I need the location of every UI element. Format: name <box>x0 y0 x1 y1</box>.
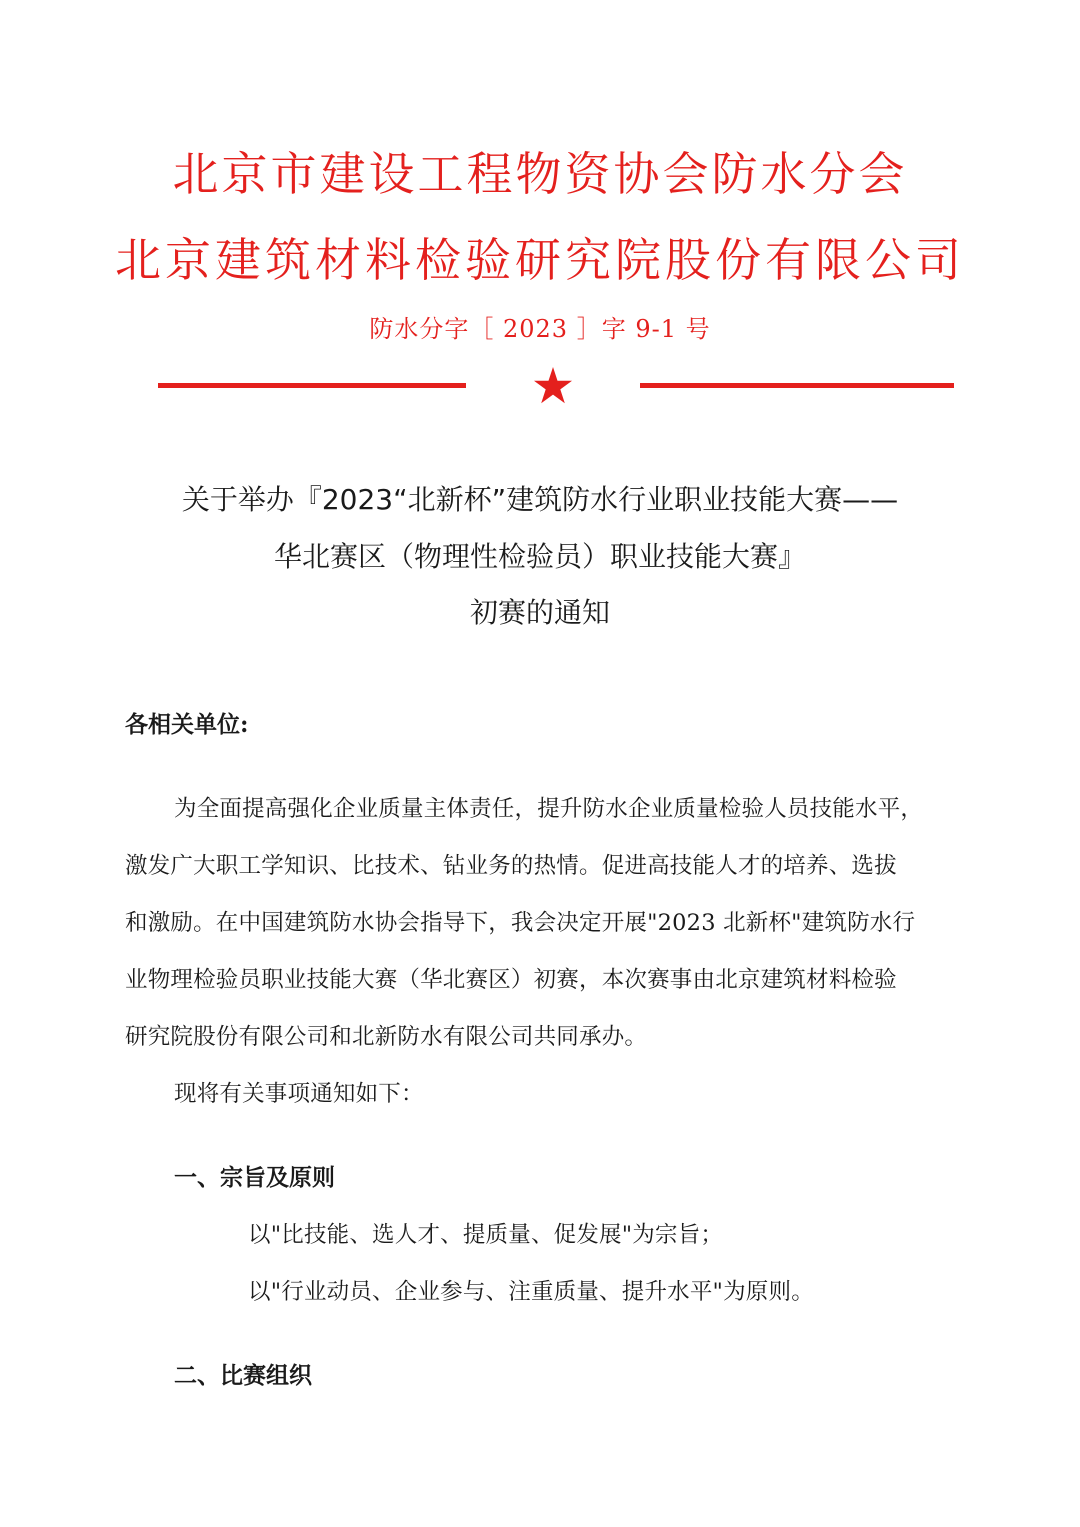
notice-title-line-3: 初赛的通知 <box>469 596 610 629</box>
section-heading-purpose: 一、宗旨及原则 <box>174 1164 335 1191</box>
section-item: 以"行业动员、企业参与、注重质量、提升水平"为原则。 <box>248 1279 814 1305</box>
section-item: 以"比技能、选人才、提质量、促发展"为宗旨； <box>248 1222 724 1248</box>
paragraph-line: 激发广大职工学知识、比技术、钻业务的热情。促进高技能人才的培养、选拔 <box>125 853 897 879</box>
lead-in-text: 现将有关事项通知如下： <box>174 1081 424 1107</box>
red-divider-left <box>158 383 466 388</box>
star-icon <box>533 366 573 406</box>
notice-title-line-1: 关于举办『2023“北新杯”建筑防水行业职业技能大赛—— <box>181 483 899 516</box>
issuer-name-2: 北京建筑材料检验研究院股份有限公司 <box>115 233 965 287</box>
notice-title-line-2: 华北赛区（物理性检验员）职业技能大赛』 <box>273 540 806 573</box>
issuer-name-1: 北京市建设工程物资协会防水分会 <box>172 147 908 201</box>
salutation: 各相关单位: <box>125 711 249 738</box>
paragraph-line: 研究院股份有限公司和北新防水有限公司共同承办。 <box>125 1024 648 1050</box>
document-number: 防水分字［ 2023 ］字 9-1 号 <box>369 315 711 343</box>
red-divider-right <box>640 383 954 388</box>
paragraph-line: 和激励。在中国建筑防水协会指导下，我会决定开展"2023 北新杯"建筑防水行 <box>125 910 916 936</box>
paragraph-line: 业物理检验员职业技能大赛（华北赛区）初赛，本次赛事由北京建筑材料检验 <box>125 967 897 993</box>
section-heading-organization: 二、比赛组织 <box>174 1362 312 1389</box>
paragraph-line: 为全面提高强化企业质量主体责任，提升防水企业质量检验人员技能水平， <box>174 796 924 822</box>
